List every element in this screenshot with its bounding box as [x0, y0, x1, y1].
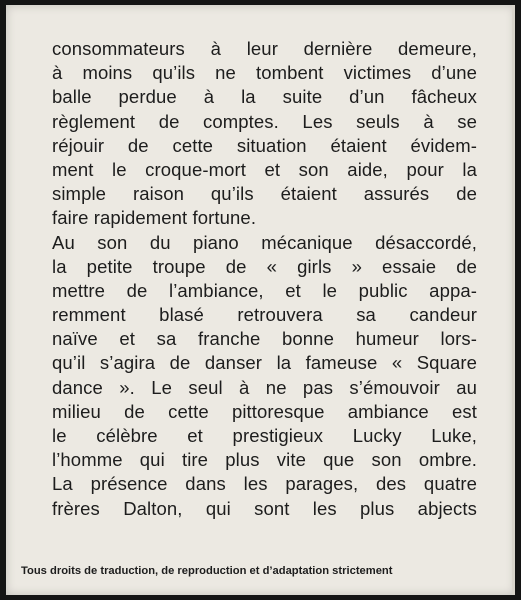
text-line: qu’il s’agira de danser la fameuse « Square	[52, 352, 477, 374]
text-line: frères Dalton, qui sont les plus abjects	[52, 497, 477, 519]
body-text	[52, 37, 477, 521]
text-line: à moins qu’ils ne tombent victimes d’une	[52, 62, 477, 84]
text-line: naïve et sa franche bonne humeur lors-	[52, 328, 477, 350]
copyright-footer: Tous droits de traduction, de reproduction et d’adaptation strictement	[21, 565, 393, 577]
book-page	[6, 5, 515, 595]
text-line: faire rapidement fortune.	[52, 207, 257, 229]
text-line: La présence dans les parages, des quatre	[52, 473, 477, 495]
text-line: l’homme qui tire plus vite que son ombre.	[52, 449, 477, 471]
text-line: règlement de comptes. Les seuls à se	[52, 110, 477, 132]
text-line: balle perdue à la suite d’un fâcheux	[52, 86, 477, 108]
text-line: simple raison qu’ils étaient assurés de	[52, 183, 477, 205]
text-line: la petite troupe de « girls » essaie de	[52, 255, 477, 277]
text-line: milieu de cette pittoresque ambiance est	[52, 400, 477, 422]
text-line: Au son du piano mécanique désaccordé,	[52, 231, 477, 253]
text-line: dance ». Le seul à ne pas s’émouvoir au	[52, 376, 477, 398]
text-line: remment blasé retrouvera sa candeur	[52, 304, 477, 326]
page-edge	[512, 5, 515, 595]
text-line: consommateurs à leur dernière demeure,	[52, 38, 477, 59]
text-line: ment le croque-mort et son aide, pour la	[52, 158, 477, 180]
text-line: le célèbre et prestigieux Lucky Luke,	[52, 425, 477, 446]
text-line: réjouir de cette situation étaient évidem-	[52, 134, 477, 156]
text-line: mettre de l’ambiance, et le public appa-	[52, 279, 477, 301]
